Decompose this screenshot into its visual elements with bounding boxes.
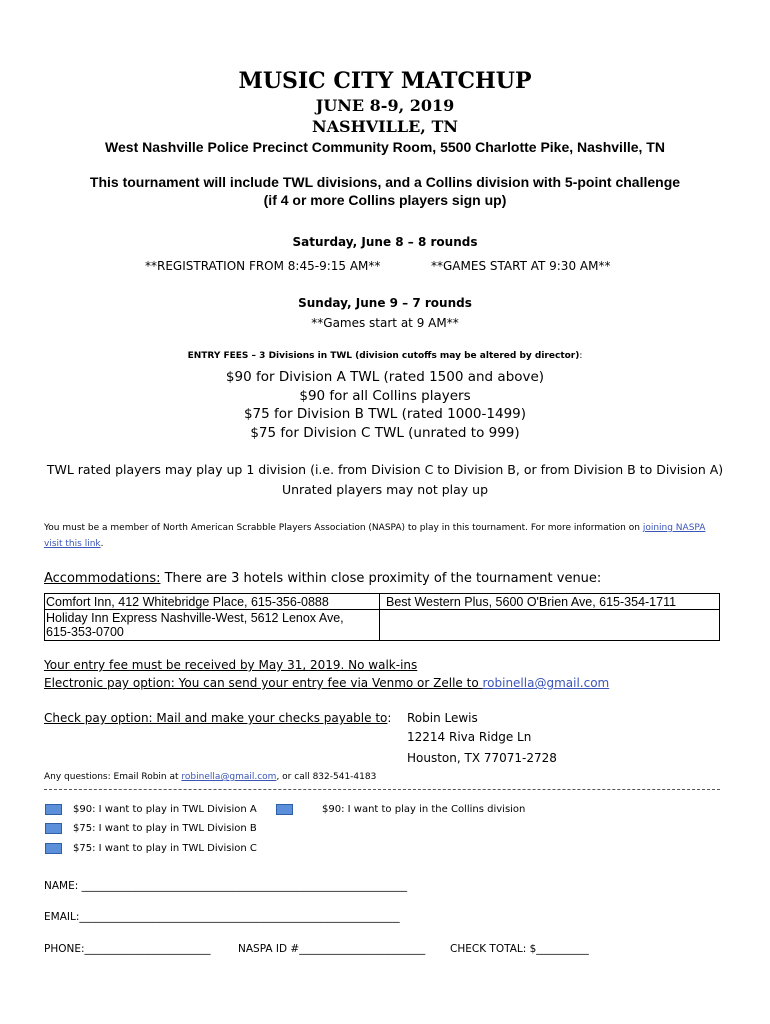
phone-field[interactable]: PHONE:________________________ xyxy=(44,943,211,955)
naspa-notice xyxy=(44,520,734,552)
checkbox-division-b[interactable] xyxy=(45,823,62,834)
venue-line: West Nashville Police Precinct Community Room, 5500 Charlotte Pike, Nashville, TN xyxy=(105,139,665,155)
electronic-pay-email-link[interactable]: robinella@gmail.com xyxy=(482,676,610,690)
email-field[interactable]: EMAIL:_____________________________________________________________ xyxy=(44,911,400,923)
electronic-pay-text: Electronic pay option: You can send your entry fee via Venmo or Zelle to xyxy=(44,676,483,690)
divisions-line-2: (if 4 or more Collins players sign up) xyxy=(263,192,507,208)
accommodations-text: There are 3 hotels within close proximity of the tournament venue: xyxy=(160,571,602,586)
electronic-pay-line xyxy=(44,676,609,690)
name-field[interactable]: NAME: ______________________________________________________________ xyxy=(44,880,408,892)
questions-line xyxy=(44,772,376,782)
table-divider-horizontal xyxy=(45,609,719,610)
sunday-games-start: **Games start at 9 AM** xyxy=(311,316,459,330)
accommodations-line xyxy=(44,571,601,586)
payee-city: Houston, TX 77071-2728 xyxy=(407,751,557,765)
fee-line-a: $90 for Division A TWL (rated 1500 and above) xyxy=(225,369,545,385)
hotel-holiday-inn-line-1: Holiday Inn Express Nashville-West, 5612 Lenox Ave, xyxy=(46,611,344,625)
entry-deadline: Your entry fee must be received by May 31, 2019. No walk-ins xyxy=(44,658,418,672)
check-pay-text: Check pay option: Mail and make your checks payable to xyxy=(44,711,388,725)
entry-fees-heading-text: ENTRY FEES – 3 Divisions in TWL (division cutoffs may be altered by director) xyxy=(187,351,580,361)
option-division-a-label: $90: I want to play in TWL Division A xyxy=(73,804,257,815)
tournament-dates: JUNE 8-9, 2019 xyxy=(315,96,455,115)
check-pay-colon: : xyxy=(387,711,392,725)
hotel-comfort-inn: Comfort Inn, 412 Whitebridge Place, 615-356-0888 xyxy=(46,595,329,609)
joining-naspa-link[interactable]: joining NASPA xyxy=(642,523,706,533)
questions-suffix: , or call 832-541-4183 xyxy=(276,772,377,782)
entry-fees-colon: : xyxy=(579,351,583,361)
naspa-period: . xyxy=(100,539,104,549)
check-pay-line xyxy=(44,711,391,725)
checkbox-division-a[interactable] xyxy=(45,804,62,815)
checkbox-collins[interactable] xyxy=(276,804,293,815)
divisions-line-1: This tournament will include TWL divisions, and a Collins division with 5-point challenge xyxy=(89,174,681,190)
option-division-b-label: $75: I want to play in TWL Division B xyxy=(73,823,257,834)
fee-line-b: $75 for Division B TWL (rated 1000-1499) xyxy=(243,406,527,422)
accommodations-label: Accommodations: xyxy=(44,571,161,586)
payee-name: Robin Lewis xyxy=(407,711,478,725)
option-collins-label: $90: I want to play in the Collins division xyxy=(322,804,526,815)
questions-prefix: Any questions: Email Robin at xyxy=(44,772,182,782)
hotel-holiday-inn-line-2: 615-353-0700 xyxy=(46,625,124,639)
checkbox-division-c[interactable] xyxy=(45,843,62,854)
play-up-line-2: Unrated players may not play up xyxy=(281,482,489,497)
hotels-table xyxy=(44,593,720,641)
naspa-id-field[interactable]: NASPA ID #________________________ xyxy=(238,943,426,955)
naspa-text: You must be a member of North American Scrabble Players Association (NASPA) to play in this tournament. For more information on xyxy=(44,523,643,533)
saturday-heading: Saturday, June 8 – 8 rounds xyxy=(292,235,478,249)
option-division-c-label: $75: I want to play in TWL Division C xyxy=(73,843,257,854)
payee-street: 12214 Riva Ridge Ln xyxy=(407,730,532,744)
fee-line-c: $75 for Division C TWL (unrated to 999) xyxy=(250,425,520,441)
hotel-best-western: Best Western Plus, 5600 O'Brien Ave, 615-354-1711 xyxy=(386,595,677,609)
tournament-title: MUSIC CITY MATCHUP xyxy=(238,68,532,94)
tournament-city: NASHVILLE, TN xyxy=(312,117,458,136)
check-total-field[interactable]: CHECK TOTAL: $__________ xyxy=(450,943,589,955)
sunday-heading: Sunday, June 9 – 7 rounds xyxy=(298,296,472,310)
questions-email-link[interactable]: robinella@gmail.com xyxy=(181,772,277,782)
table-divider-vertical xyxy=(379,594,380,640)
fee-line-collins: $90 for all Collins players xyxy=(299,388,471,404)
saturday-registration: **REGISTRATION FROM 8:45-9:15 AM** xyxy=(145,259,381,273)
visit-this-link[interactable]: visit this link xyxy=(44,539,101,549)
play-up-line-1: TWL rated players may play up 1 division (i.e. from Division C to Division B, or from Division B to Division A) xyxy=(46,462,724,477)
entry-fees-heading xyxy=(0,351,770,361)
cut-line xyxy=(44,789,720,790)
saturday-games-start: **GAMES START AT 9:30 AM** xyxy=(431,259,611,273)
